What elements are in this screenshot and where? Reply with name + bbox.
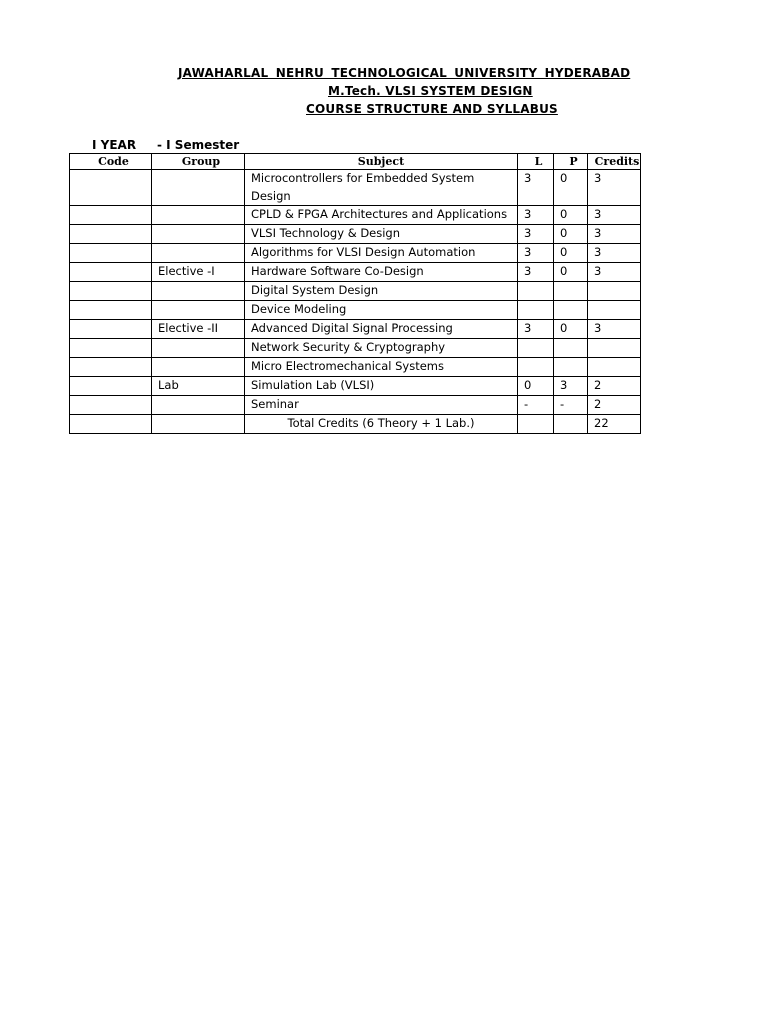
cell-group [152, 206, 245, 225]
cell-credits: 3 [588, 319, 641, 338]
table-row [70, 319, 641, 338]
table-row [70, 262, 641, 281]
col-group: Group [152, 154, 245, 170]
cell-group: Lab [152, 376, 245, 395]
cell-credits: 2 [588, 395, 641, 414]
cell-credits: 3 [588, 243, 641, 262]
col-credits: Credits [588, 154, 641, 170]
cell-subject: Network Security & Cryptography [245, 338, 518, 357]
cell-code [70, 414, 152, 433]
cell-credits: 3 [588, 170, 641, 206]
cell-code [70, 243, 152, 262]
cell-group [152, 243, 245, 262]
cell-code [70, 338, 152, 357]
course-table [69, 153, 641, 434]
cell-subject: CPLD & FPGA Architectures and Applications [245, 206, 518, 225]
cell-code [70, 224, 152, 243]
cell-subject: Hardware Software Co-Design [245, 262, 518, 281]
cell-l: - [518, 395, 554, 414]
cell-l: 3 [518, 206, 554, 225]
cell-code [70, 170, 152, 206]
cell-l [518, 414, 554, 433]
document-title: COURSE STRUCTURE AND SYLLABUS [306, 102, 558, 116]
table-body [70, 170, 641, 434]
cell-l: 3 [518, 262, 554, 281]
cell-credits [588, 357, 641, 376]
cell-p: 0 [554, 206, 588, 225]
cell-l: 3 [518, 170, 554, 206]
table-row [70, 243, 641, 262]
cell-code [70, 357, 152, 376]
table-row [70, 206, 641, 225]
university-title: JAWAHARLAL NEHRU TECHNOLOGICAL UNIVERSITY HYDERABAD [178, 66, 631, 80]
cell-p: 0 [554, 319, 588, 338]
cell-credits [588, 281, 641, 300]
cell-p [554, 281, 588, 300]
cell-credits: 3 [588, 206, 641, 225]
total-credits-value: 22 [588, 414, 641, 433]
cell-group [152, 338, 245, 357]
table-header-row [70, 154, 641, 170]
col-p: P [554, 154, 588, 170]
total-row [70, 414, 641, 433]
cell-group: Elective -II [152, 319, 245, 338]
cell-p: 0 [554, 262, 588, 281]
cell-credits [588, 300, 641, 319]
cell-l: 3 [518, 243, 554, 262]
cell-p: 3 [554, 376, 588, 395]
cell-l [518, 338, 554, 357]
cell-group [152, 224, 245, 243]
cell-subject: Advanced Digital Signal Processing [245, 319, 518, 338]
table-row [70, 300, 641, 319]
year-label: I YEAR [92, 138, 137, 152]
cell-code [70, 395, 152, 414]
col-code: Code [70, 154, 152, 170]
cell-l: 3 [518, 319, 554, 338]
table-row [70, 376, 641, 395]
cell-credits: 2 [588, 376, 641, 395]
cell-p: - [554, 395, 588, 414]
cell-code [70, 319, 152, 338]
cell-code [70, 300, 152, 319]
cell-group [152, 170, 245, 206]
cell-p: 0 [554, 224, 588, 243]
total-credits-label: Total Credits (6 Theory + 1 Lab.) [245, 414, 518, 433]
cell-credits [588, 338, 641, 357]
program-title: M.Tech. VLSI SYSTEM DESIGN [328, 84, 533, 98]
cell-group [152, 300, 245, 319]
cell-l: 3 [518, 224, 554, 243]
semester-label: - I Semester [157, 138, 240, 152]
cell-subject: Simulation Lab (VLSI) [245, 376, 518, 395]
cell-p [554, 338, 588, 357]
table-row [70, 281, 641, 300]
table-row [70, 170, 641, 206]
cell-subject: Digital System Design [245, 281, 518, 300]
cell-credits: 3 [588, 262, 641, 281]
cell-group [152, 414, 245, 433]
cell-subject: VLSI Technology & Design [245, 224, 518, 243]
cell-group [152, 357, 245, 376]
table-row [70, 224, 641, 243]
cell-code [70, 281, 152, 300]
cell-p [554, 357, 588, 376]
cell-p [554, 414, 588, 433]
cell-p: 0 [554, 170, 588, 206]
cell-subject: Algorithms for VLSI Design Automation [245, 243, 518, 262]
cell-group [152, 395, 245, 414]
cell-l [518, 281, 554, 300]
cell-p [554, 300, 588, 319]
cell-l [518, 300, 554, 319]
cell-l: 0 [518, 376, 554, 395]
col-l: L [518, 154, 554, 170]
col-subject: Subject [245, 154, 518, 170]
cell-code [70, 206, 152, 225]
cell-subject: Micro Electromechanical Systems [245, 357, 518, 376]
cell-subject: Microcontrollers for Embedded System Design [245, 170, 518, 206]
cell-group [152, 281, 245, 300]
cell-p: 0 [554, 243, 588, 262]
table-row [70, 357, 641, 376]
table-row [70, 338, 641, 357]
cell-code [70, 376, 152, 395]
cell-group: Elective -I [152, 262, 245, 281]
cell-code [70, 262, 152, 281]
cell-l [518, 357, 554, 376]
cell-subject: Seminar [245, 395, 518, 414]
cell-credits: 3 [588, 224, 641, 243]
table-row [70, 395, 641, 414]
cell-subject: Device Modeling [245, 300, 518, 319]
